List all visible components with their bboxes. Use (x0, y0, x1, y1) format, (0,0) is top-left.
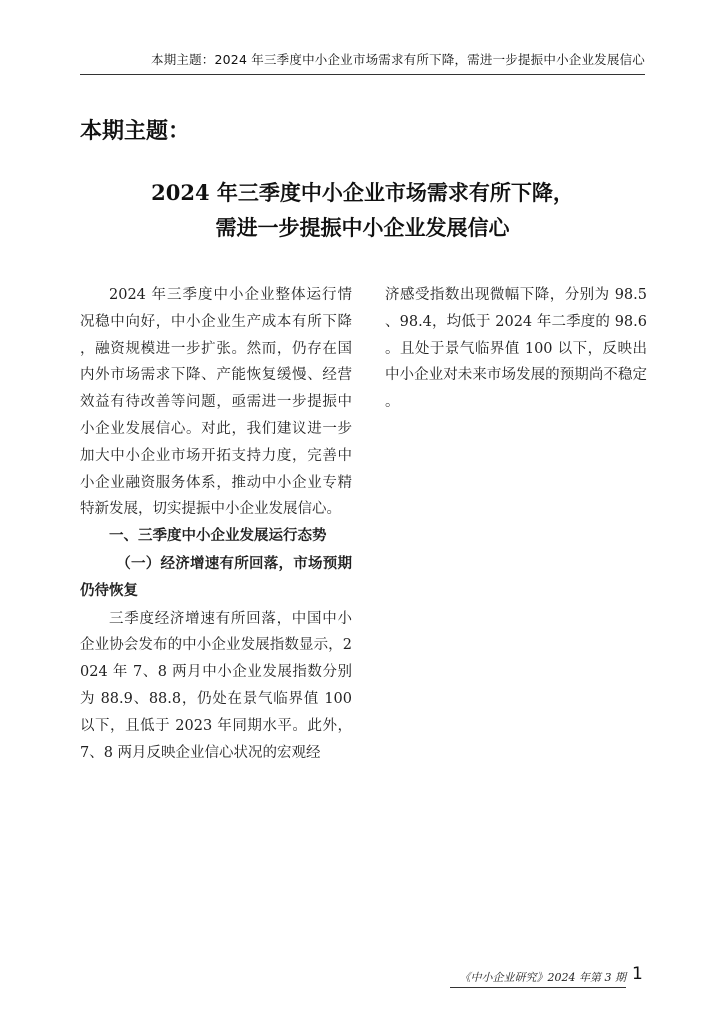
body-column-left (80, 282, 352, 766)
footer-journal-name: 《中小企业研究》2024 年第 3 期 (450, 969, 626, 988)
page-number: 1 (632, 964, 643, 984)
header-divider (80, 74, 645, 75)
running-header: 本期主题：2024 年三季度中小企业市场需求有所下降，需进一步提振中小企业发展信心 (151, 52, 645, 67)
article-title-line-2: 需进一步提振中小企业发展信心 (215, 215, 510, 240)
subsection-heading-1: （一）经济增速有所回落，市场预期仍待恢复 (80, 555, 352, 600)
section-label: 本期主题： (80, 119, 191, 144)
section-heading-1: 一、三季度中小企业发展运行态势 (109, 528, 327, 545)
body-paragraph: 三季度经济增速有所回落，中国中小企业协会发布的中小企业发展指数显示，2024 年 7、8 两月中小企业发展指数分别为 88.9、88.8，仍处在景气临界值 100 以下，且低于 2023 年同期水平。此外，7、8 两月反映企业信心状况的宏观经 (80, 610, 352, 761)
intro-paragraph: 2024 年三季度中小企业整体运行情况稳中向好，中小企业生产成本有所下降，融资规模进一步扩张。然而，仍存在国内外市场需求下降、产能恢复缓慢、经营效益有待改善等问题，亟需进一步提振中小企业发展信心。对此，我们建议进一步加大中小企业市场开拓支持力度，完善中小企业融资服务体系，推动中小企业专精特新发展，切实提振中小企业发展信心。 (80, 287, 352, 518)
article-title-line-1: 2024 年三季度中小企业市场需求有所下降， (151, 180, 574, 205)
body-column-right (385, 282, 647, 416)
continuation-paragraph: 济感受指数出现微幅下降，分别为 98.5、98.4，均低于 2024 年二季度的 98.6。且处于景气临界值 100 以下，反映出中小企业对未来市场发展的预期尚不稳定。 (385, 287, 647, 411)
